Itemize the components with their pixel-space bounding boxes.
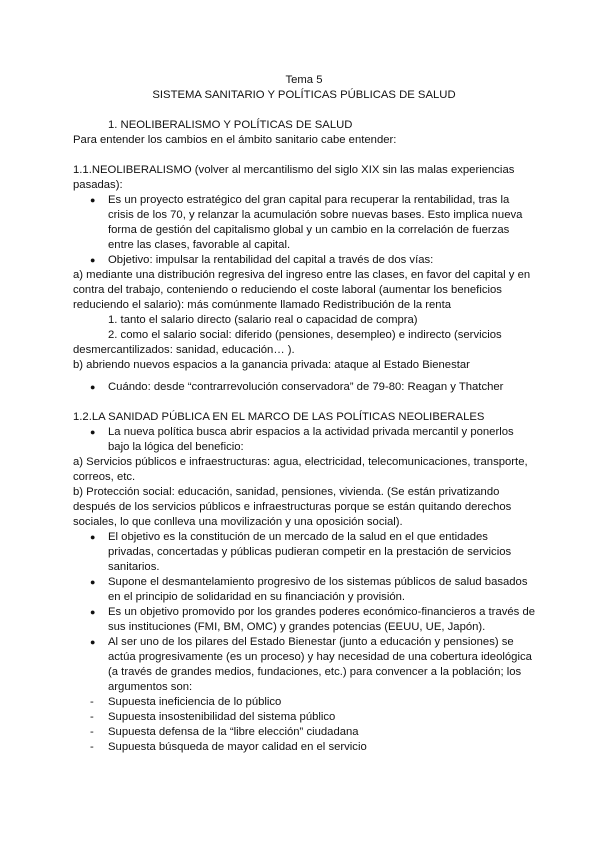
list-item: ● Es un objetivo promovido por los grandes poderes económico-financieros a través de sus instituciones (FMI, BM, OMC) y grandes potencias (EEUU, UE, Japón). xyxy=(73,605,535,635)
via-a-item-1: 1. tanto el salario directo (salario real o capacidad de compra) xyxy=(108,314,418,326)
list-item: ● Es un proyecto estratégico del gran capital para recuperar la rentabilidad, tras la crisis de los 70, y relanzar la acumulación sobre nuevas bases. Esto implica nueva forma de gestión del capitalismo global y un cambio en la correlación de fuerzas entre las clases, favorable al capital. xyxy=(73,193,535,253)
via-b-text: b) abriendo nuevos espacios a la ganancia privada: ataque al Estado Bienestar xyxy=(73,359,470,371)
section-1-2-bullets xyxy=(73,530,535,695)
list-item: - Supuesta búsqueda de mayor calidad en el servicio xyxy=(73,740,535,755)
section-1-2-heading: 1.2.LA SANIDAD PÚBLICA EN EL MARCO DE LAS POLÍTICAS NEOLIBERALES xyxy=(73,411,485,423)
list-item: ● Al ser uno de los pilares del Estado Bienestar (junto a educación y pensiones) se actúa progresivamente (es un proceso) y hay necesidad de una cobertura ideológica (a través de grandes medios, fundaciones, etc.) para convencer a la población; los argumentos son: xyxy=(73,635,535,695)
item-a-text: a) Servicios públicos e infraestructuras: agua, electricidad, telecomunicaciones, transporte, correos, etc. xyxy=(73,456,528,483)
arguments-list xyxy=(73,695,535,755)
via-a-text: a) mediante una distribución regresiva del ingreso entre las clases, en favor del capital y en contra del trabajo, conteniendo o reduciendo el coste laboral (aumentar los beneficios reduciendo el salario): más comúnmente llamado Redistribución de la renta xyxy=(73,269,531,311)
via-a-item-2: 2. como el salario social: diferido (pensiones, desempleo) e indirecto (servicios desmercantilizados: sanidad, educación… ). xyxy=(73,329,502,356)
list-item: - Supuesta defensa de la “libre elección” ciudadana xyxy=(73,725,535,740)
section-1-1-heading: 1.1.NEOLIBERALISMO (volver al mercantilismo del siglo XIX sin las malas experiencias pasadas): xyxy=(73,164,515,191)
list-item: ● La nueva política busca abrir espacios a la actividad privada mercantil y ponerlos bajo la lógica del beneficio: xyxy=(73,425,535,455)
section-1-2-first-bullet xyxy=(73,425,535,455)
section-1-heading: 1. NEOLIBERALISMO Y POLÍTICAS DE SALUD xyxy=(108,119,353,131)
section-1-intro: Para entender los cambios en el ámbito sanitario cabe entender: xyxy=(73,134,397,146)
list-item: ● Cuándo: desde “contrarrevolución conservadora” de 79-80: Reagan y Thatcher xyxy=(73,380,535,395)
list-item: ● Objetivo: impulsar la rentabilidad del capital a través de dos vías: xyxy=(73,253,535,268)
document-title: SISTEMA SANITARIO Y POLÍTICAS PÚBLICAS DE SALUD xyxy=(152,89,456,101)
section-1-1-bullets xyxy=(73,193,535,268)
cuando-list xyxy=(73,380,535,395)
list-item: - Supuesta ineficiencia de lo público xyxy=(73,695,535,710)
list-item: - Supuesta insostenibilidad del sistema público xyxy=(73,710,535,725)
list-item: ● Supone el desmantelamiento progresivo de los sistemas públicos de salud basados en el principio de solidaridad en su financiación y provisión. xyxy=(73,575,535,605)
topic-number: Tema 5 xyxy=(285,74,323,86)
item-b-text: b) Protección social: educación, sanidad, pensiones, vivienda. (Se están privatizando después de los servicios públicos e infraestructuras porque se están quitando derechos sociales, lo que conlleva una movilización y una oposición social). xyxy=(73,486,512,528)
document-content xyxy=(73,73,535,755)
list-item: ● El objetivo es la constitución de un mercado de la salud en el que entidades privadas, concertadas y públicas pudieran competir en la prestación de servicios sanitarios. xyxy=(73,530,535,575)
